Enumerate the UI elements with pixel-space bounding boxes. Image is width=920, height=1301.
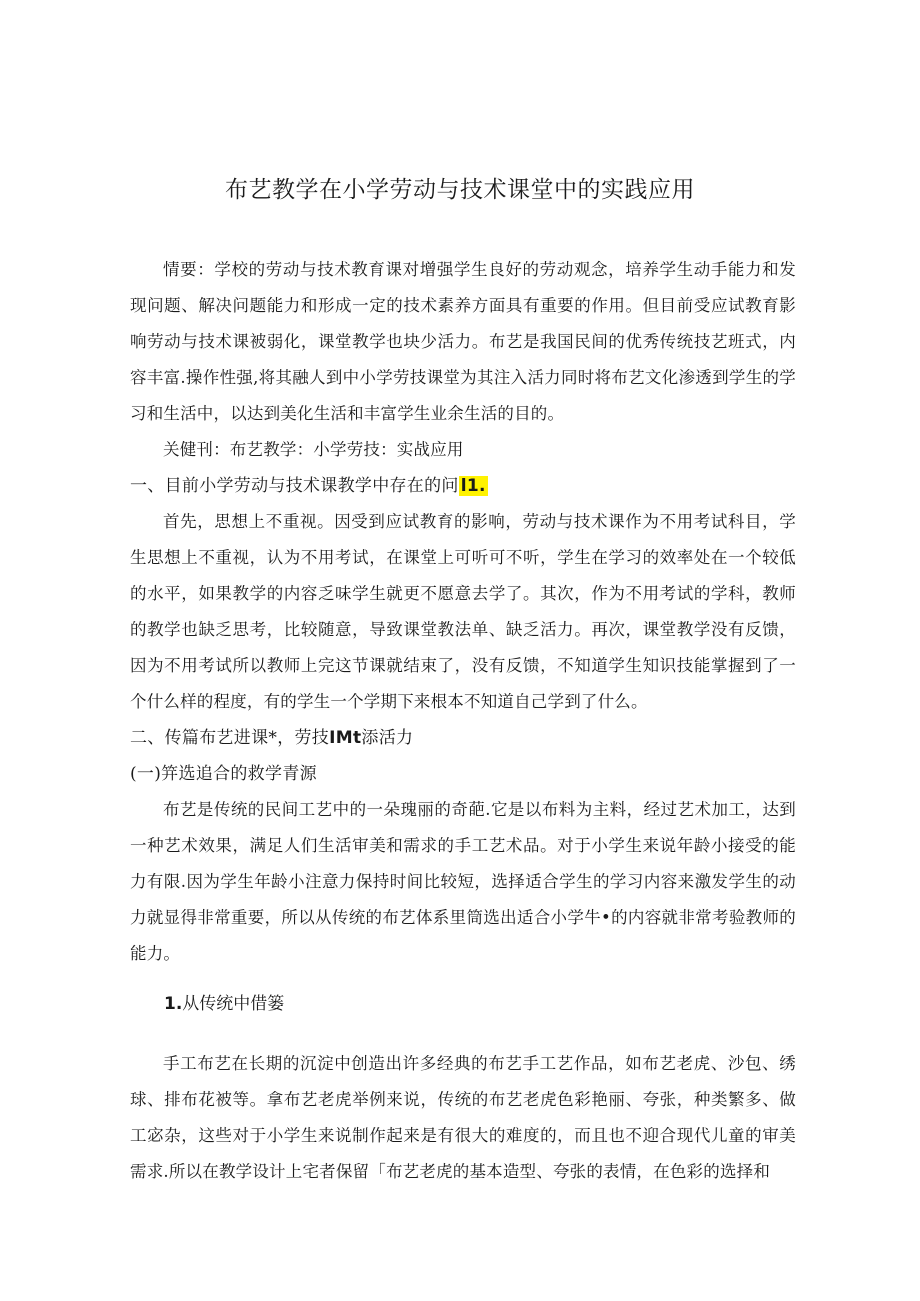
highlighted-text: l1. xyxy=(460,476,486,496)
abstract-paragraph: 情要：学校的劳动与技术教育课对增强学生良好的劳动观念，培养学生动手能力和发现问题、解决问题能力和形成一定的技术素养方面具有重要的作用。但目前受应试教育影响劳动与技术课被弱化，课堂教学也块少活力。布艺是我国民间的优秀传统技艺班式，内容丰富.操作性强,将其融人到中小学劳技课堂为其注入活力同时将布艺文化渗透到学生的学习和生活中，以达到美化生活和丰富学生业余生活的目的。 xyxy=(130,260,796,423)
item-1-text: 从传统中借篓 xyxy=(182,994,285,1014)
subsection-1-paragraph: 布艺是传统的民间工艺中的一朵瑰丽的奇葩.它是以布料为主料，经过艺术加工，达到一种艺术效果，满足人们生活审美和需求的手工艺术品。对于小学生来说年龄小接受的能力有限.因为学生年龄小注意力保持时间比较短，选择适合学生的学习内容来激发学生的动力就显得非常重要，所以从传统的布艺体系里筒选出适合小学牛•的内容就非常考验教师的能力。 xyxy=(130,800,796,963)
item-1-heading xyxy=(130,986,796,1022)
section-1-paragraph: 首先，思想上不重视。因受到应试教育的影响，劳动与技术课作为不用考试科目，学生思想上不重视，认为不用考试，在课堂上可听可不听，学生在学习的效率处在一个较低的水平，如果教学的内容乏味学生就更不愿意去学了。其次，作为不用考试的学科，教师的教学也缺乏思考，比较随意，导致课堂教法单、缺乏活力。再次，课堂教学没有反馈，因为不用考试所以教师上完这节课就结束了，没有反馈，不知道学生知识技能掌握到了一个什么样的程度，有的学生一个学期下来根本不知道自己学到了什么。 xyxy=(130,512,796,711)
item-1-number: 1. xyxy=(164,994,183,1014)
spacer xyxy=(130,972,796,986)
subsection-1-heading: (一)笄选追合的救学青源 xyxy=(130,764,317,784)
section-2-heading-bold: IMt xyxy=(329,728,362,748)
section-2-heading xyxy=(130,720,796,756)
item-1-paragraph: 手工布艺在长期的沉淀中创造出许多经典的布艺手工艺作品，如布艺老虎、沙包、绣球、排布花被等。拿布艺老虎举例来说，传统的布艺老虎色彩艳丽、夸张，种类繁多、做工宓杂，这些对于小学生来说制作起来是有很大的难度的，而且也不迎合现代儿童的审美需求.所以在教学设计上宅者保留「布艺老虎的基本造型、夸张的表情，在色彩的选择和 xyxy=(130,1054,796,1181)
section-1-heading-text: 一、目前小学劳动与技术课教学中存在的问 xyxy=(130,476,459,496)
document-body xyxy=(130,252,796,1190)
section-1-heading xyxy=(130,468,796,504)
section-2-heading-text-a: 二、传篇布艺进课*，劳技 xyxy=(130,728,330,748)
section-2-heading-text-b: 添活力 xyxy=(361,728,414,748)
keywords-line: 关健刊：布艺教学：小学劳技：实战应用 xyxy=(163,440,464,459)
spacer xyxy=(130,1022,796,1046)
page-title: 布艺教学在小学劳动与技术课堂中的实践应用 xyxy=(225,177,695,203)
